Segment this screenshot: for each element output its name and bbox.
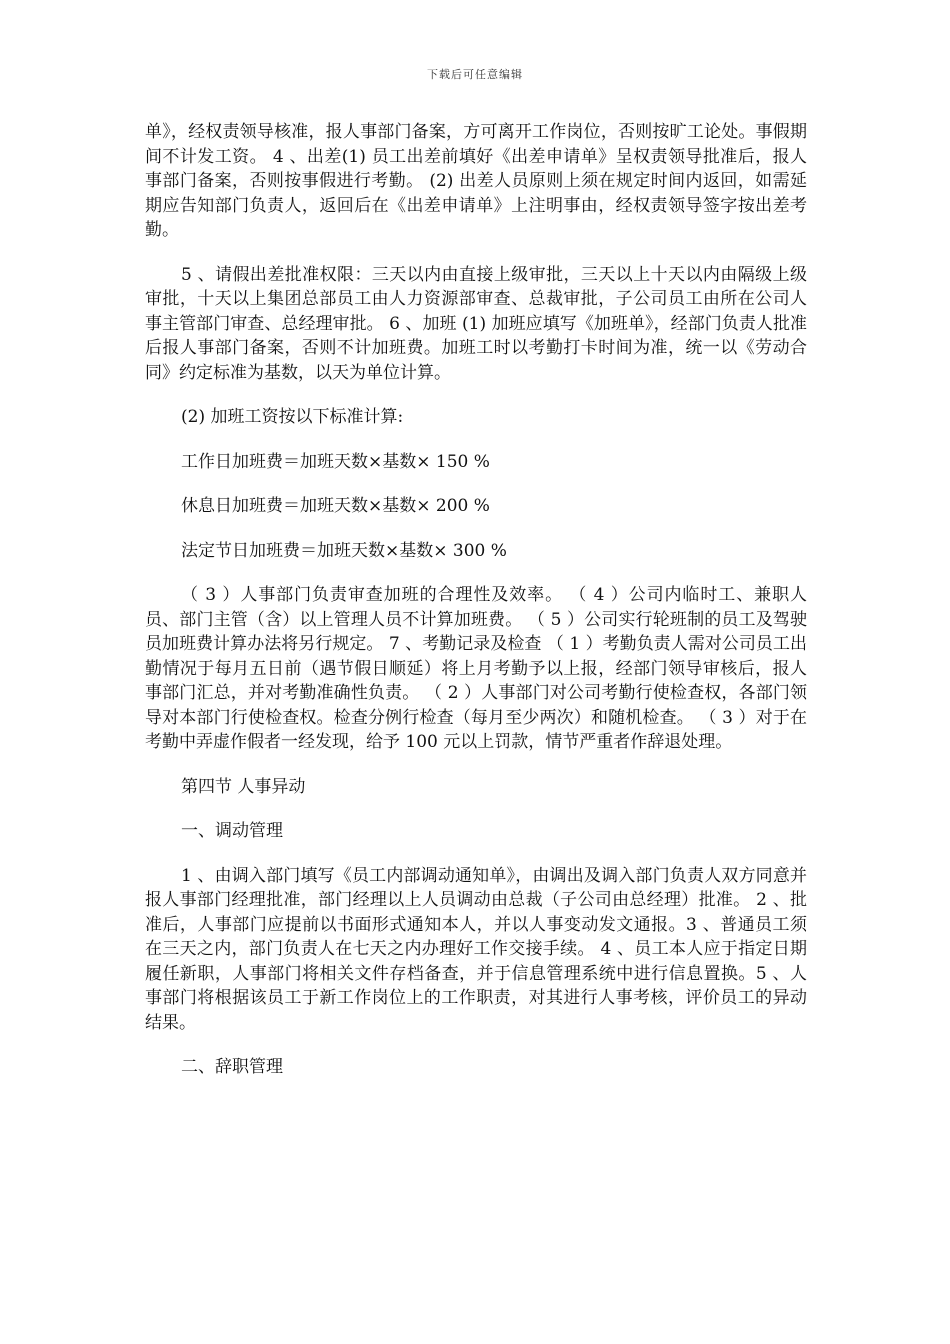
paragraph-leave-and-business-trip: 单》，经权责领导核准，报人事部门备案，方可离开工作岗位，否则按旷工论处。事假期间不计发工资。 4 、出差(1) 员工出差前填好《出差申请单》呈权责领导批准后，报人事部门备案，否则按事假进行考勤。 (2) 出差人员原则上须在规定时间内返回，如需延期应告知部门负责人，返回后在《出差申请单》上注明事由，经权责领导签字按出差考勤。	[145, 122, 807, 240]
formula-holiday-overtime: 法定节日加班费＝加班天数×基数× 300 %	[181, 540, 507, 561]
formula-restday-overtime: 休息日加班费＝加班天数×基数× 200 %	[181, 496, 490, 516]
page-header: 下载后可任意编辑	[427, 68, 523, 81]
subheading-transfer-management: 一、调动管理	[181, 821, 283, 841]
paragraph-approval-authority: 5 、请假出差批准权限：三天以内由直接上级审批，三天以上十天以内由隔级上级审批，十天以上集团总部员工由人力资源部审查、总裁审批，子公司员工由所在公司人事主管部门审查、总经理审批。 6 、加班 (1) 加班应填写《加班单》，经部门负责人批准后报人事部门备案，否则不计加班费。加班工时以考勤打卡时间为准，统一以《劳动合同》约定标准为基数，以天为单位计算。	[145, 264, 807, 383]
paragraph-attendance-inspection: （ 3 ）人事部门负责审查加班的合理性及效率。 （ 4 ）公司内临时工、兼职人员、部门主管（含）以上管理人员不计算加班费。 （ 5 ）公司实行轮班制的员工及驾驶员加班费计算办法将另行规定。 7 、考勤记录及检查 （ 1 ）考勤负责人需对公司员工出勤情况于每月五日前（遇节假日顺延）将上月考勤予以上报，经部门领导审核后，报人事部门汇总，并对考勤准确性负责。 （ 2 ）人事部门对公司考勤行使检查权，各部门领导对本部门行使检查权。检查分例行检查（每月至少两次）和随机检查。 （ 3 ）对于在考勤中弄虚作假者一经发现，给予 100 元以上罚款，情节严重者作辞退处理。	[145, 585, 807, 752]
subheading-resignation-management: 二、辞职管理	[181, 1057, 283, 1077]
section-heading-personnel-change: 第四节 人事异动	[181, 776, 306, 797]
paragraph-transfer-procedure: 1 、由调入部门填写《员工内部调动通知单》，由调出及调入部门负责人双方同意并报人事部门经理批准，部门经理以上人员调动由总裁（子公司由总经理）批准。 2 、批准后，人事部门应提前以书面形式通知本人，并以人事变动发文通报。3 、普通员工须在三天之内，部门负责人在七天之内办理好工作交接手续。 4 、员工本人应于指定日期履任新职，人事部门将相关文件存档备查，并于信息管理系统中进行信息置换。5 、人事部门将根据该员工于新工作岗位上的工作职责，对其进行人事考核，评价员工的异动结果。	[145, 865, 807, 1033]
document-body	[145, 120, 807, 1100]
paragraph-overtime-standard-intro: (2) 加班工资按以下标准计算:	[181, 407, 404, 427]
formula-workday-overtime: 工作日加班费＝加班天数×基数× 150 %	[181, 451, 490, 472]
